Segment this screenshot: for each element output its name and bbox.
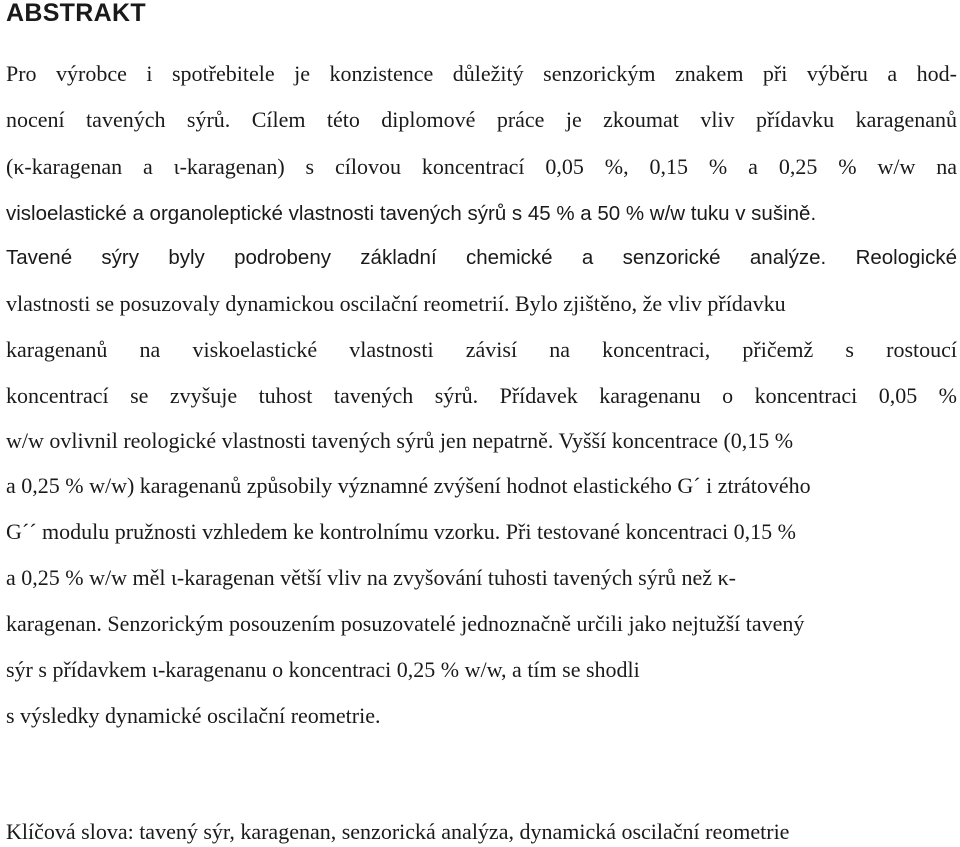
- abstract-line-5: Tavené sýry byly podrobeny základní chemické a senzorické analýze. Reologické: [6, 246, 957, 269]
- abstract-heading: ABSTRAKT: [6, 0, 146, 27]
- abstract-line-1: Pro výrobce i spotřebitele je konzistence důležitý senzorickým znakem při výběru a hod-: [6, 61, 957, 86]
- abstract-line-13: karagenan. Senzorickým posouzením posuzovatelé jednoznačně určili jako nejtužší tavený: [6, 611, 805, 636]
- abstract-line-8: koncentrací se zvyšuje tuhost tavených sýrů. Přídavek karagenanu o koncentraci 0,05 %: [6, 383, 957, 408]
- abstract-line-12: a 0,25 % w/w měl ι-karagenan větší vliv na zvyšování tuhosti tavených sýrů než κ-: [6, 565, 736, 590]
- abstract-line-10: a 0,25 % w/w) karagenanů způsobily významné zvýšení hodnot elastického G´ i ztrátového: [6, 473, 811, 498]
- abstract-line-2: nocení tavených sýrů. Cílem této diplomové práce je zkoumat vliv přídavku karagenanů: [6, 107, 957, 132]
- abstract-line-6: vlastnosti se posuzovaly dynamickou oscilační reometrií. Bylo zjištěno, že vliv přídavku: [6, 291, 786, 316]
- abstract-line-3: (κ-karagenan a ι-karagenan) s cílovou koncentrací 0,05 %, 0,15 % a 0,25 % w/w na: [6, 154, 957, 179]
- keywords: Klíčová slova: tavený sýr, karagenan, senzorická analýza, dynamická oscilační reometrie: [6, 819, 790, 844]
- abstract-line-15: s výsledky dynamické oscilační reometrie.: [6, 703, 381, 728]
- abstract-line-7: karagenanů na viskoelastické vlastnosti závisí na koncentraci, přičemž s rostoucí: [6, 337, 957, 362]
- abstract-line-14: sýr s přídavkem ι-karagenanu o koncentraci 0,25 % w/w, a tím se shodli: [6, 657, 640, 682]
- abstract-line-11: G´´ modulu pružnosti vzhledem ke kontrolnímu vzorku. Při testované koncentraci 0,15 %: [6, 519, 796, 544]
- abstract-line-9: w/w ovlivnil reologické vlastnosti tavených sýrů jen nepatrně. Vyšší koncentrace (0,15 %: [6, 428, 794, 453]
- abstract-line-4: visloelastické a organoleptické vlastnosti tavených sýrů s 45 % a 50 % w/w tuku v sušině.: [6, 202, 817, 225]
